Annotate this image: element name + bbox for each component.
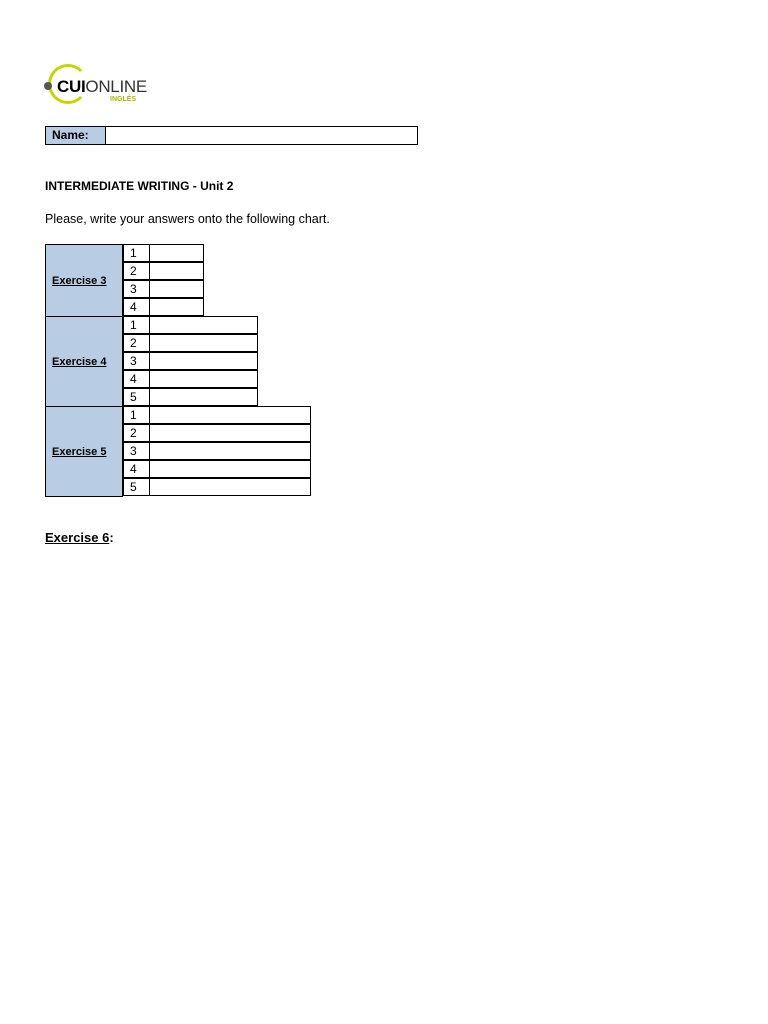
instruction-text: Please, write your answers onto the following chart. [45, 212, 330, 226]
exercise-4-row-number: 2 [123, 334, 150, 352]
logo-brand-bold: CUI [57, 77, 86, 96]
worksheet-title: INTERMEDIATE WRITING - Unit 2 [45, 179, 234, 193]
name-label: Name: [46, 127, 106, 144]
exercise-5-answer-input[interactable] [149, 478, 311, 496]
exercise-5-row-number: 4 [123, 460, 150, 478]
exercise-4-label: Exercise 4 [45, 316, 123, 407]
cui-online-logo [44, 64, 154, 110]
exercise-6-label: Exercise 6 [45, 530, 110, 545]
exercise-3-answer-input[interactable] [149, 262, 204, 280]
exercise-5-answer-input[interactable] [149, 442, 311, 460]
exercise-5-row-number: 3 [123, 442, 150, 460]
exercise-4-row-number: 3 [123, 352, 150, 370]
exercise-3-row-number: 2 [123, 262, 150, 280]
exercise-4-answer-input[interactable] [149, 316, 258, 334]
exercise-3-answer-input[interactable] [149, 280, 204, 298]
name-input[interactable] [106, 127, 417, 144]
exercise-6-heading [45, 530, 114, 545]
name-row [45, 126, 418, 145]
exercise-3-answer-input[interactable] [149, 298, 204, 316]
exercise-5-row-number: 5 [123, 478, 150, 496]
exercise-5-row-number: 2 [123, 424, 150, 442]
logo-brand-light: ONLINE [85, 77, 147, 96]
exercise-5-answer-input[interactable] [149, 460, 311, 478]
exercise-5-label: Exercise 5 [45, 406, 123, 497]
exercise-3-row-number: 3 [123, 280, 150, 298]
exercise-4-answer-input[interactable] [149, 388, 258, 406]
exercise-3-label: Exercise 3 [45, 244, 123, 317]
exercise-4-row-number: 4 [123, 370, 150, 388]
exercise-5-answer-input[interactable] [149, 424, 311, 442]
exercise-3-answer-input[interactable] [149, 244, 204, 262]
exercise-4-answer-input[interactable] [149, 352, 258, 370]
logo-subtitle: INGLÉS [110, 96, 137, 103]
exercise-4-answer-input[interactable] [149, 334, 258, 352]
exercise-5-answer-input[interactable] [149, 406, 311, 424]
exercise-4-row-number: 1 [123, 316, 150, 334]
logo-dot-icon [44, 82, 52, 90]
exercise-4-answer-input[interactable] [149, 370, 258, 388]
exercise-3-row-number: 4 [123, 298, 150, 316]
exercise-3-row-number: 1 [123, 244, 150, 262]
exercise-5-row-number: 1 [123, 406, 150, 424]
exercise-4-row-number: 5 [123, 388, 150, 406]
logo-wordmark [57, 77, 147, 97]
exercise-6-colon: : [109, 530, 114, 545]
